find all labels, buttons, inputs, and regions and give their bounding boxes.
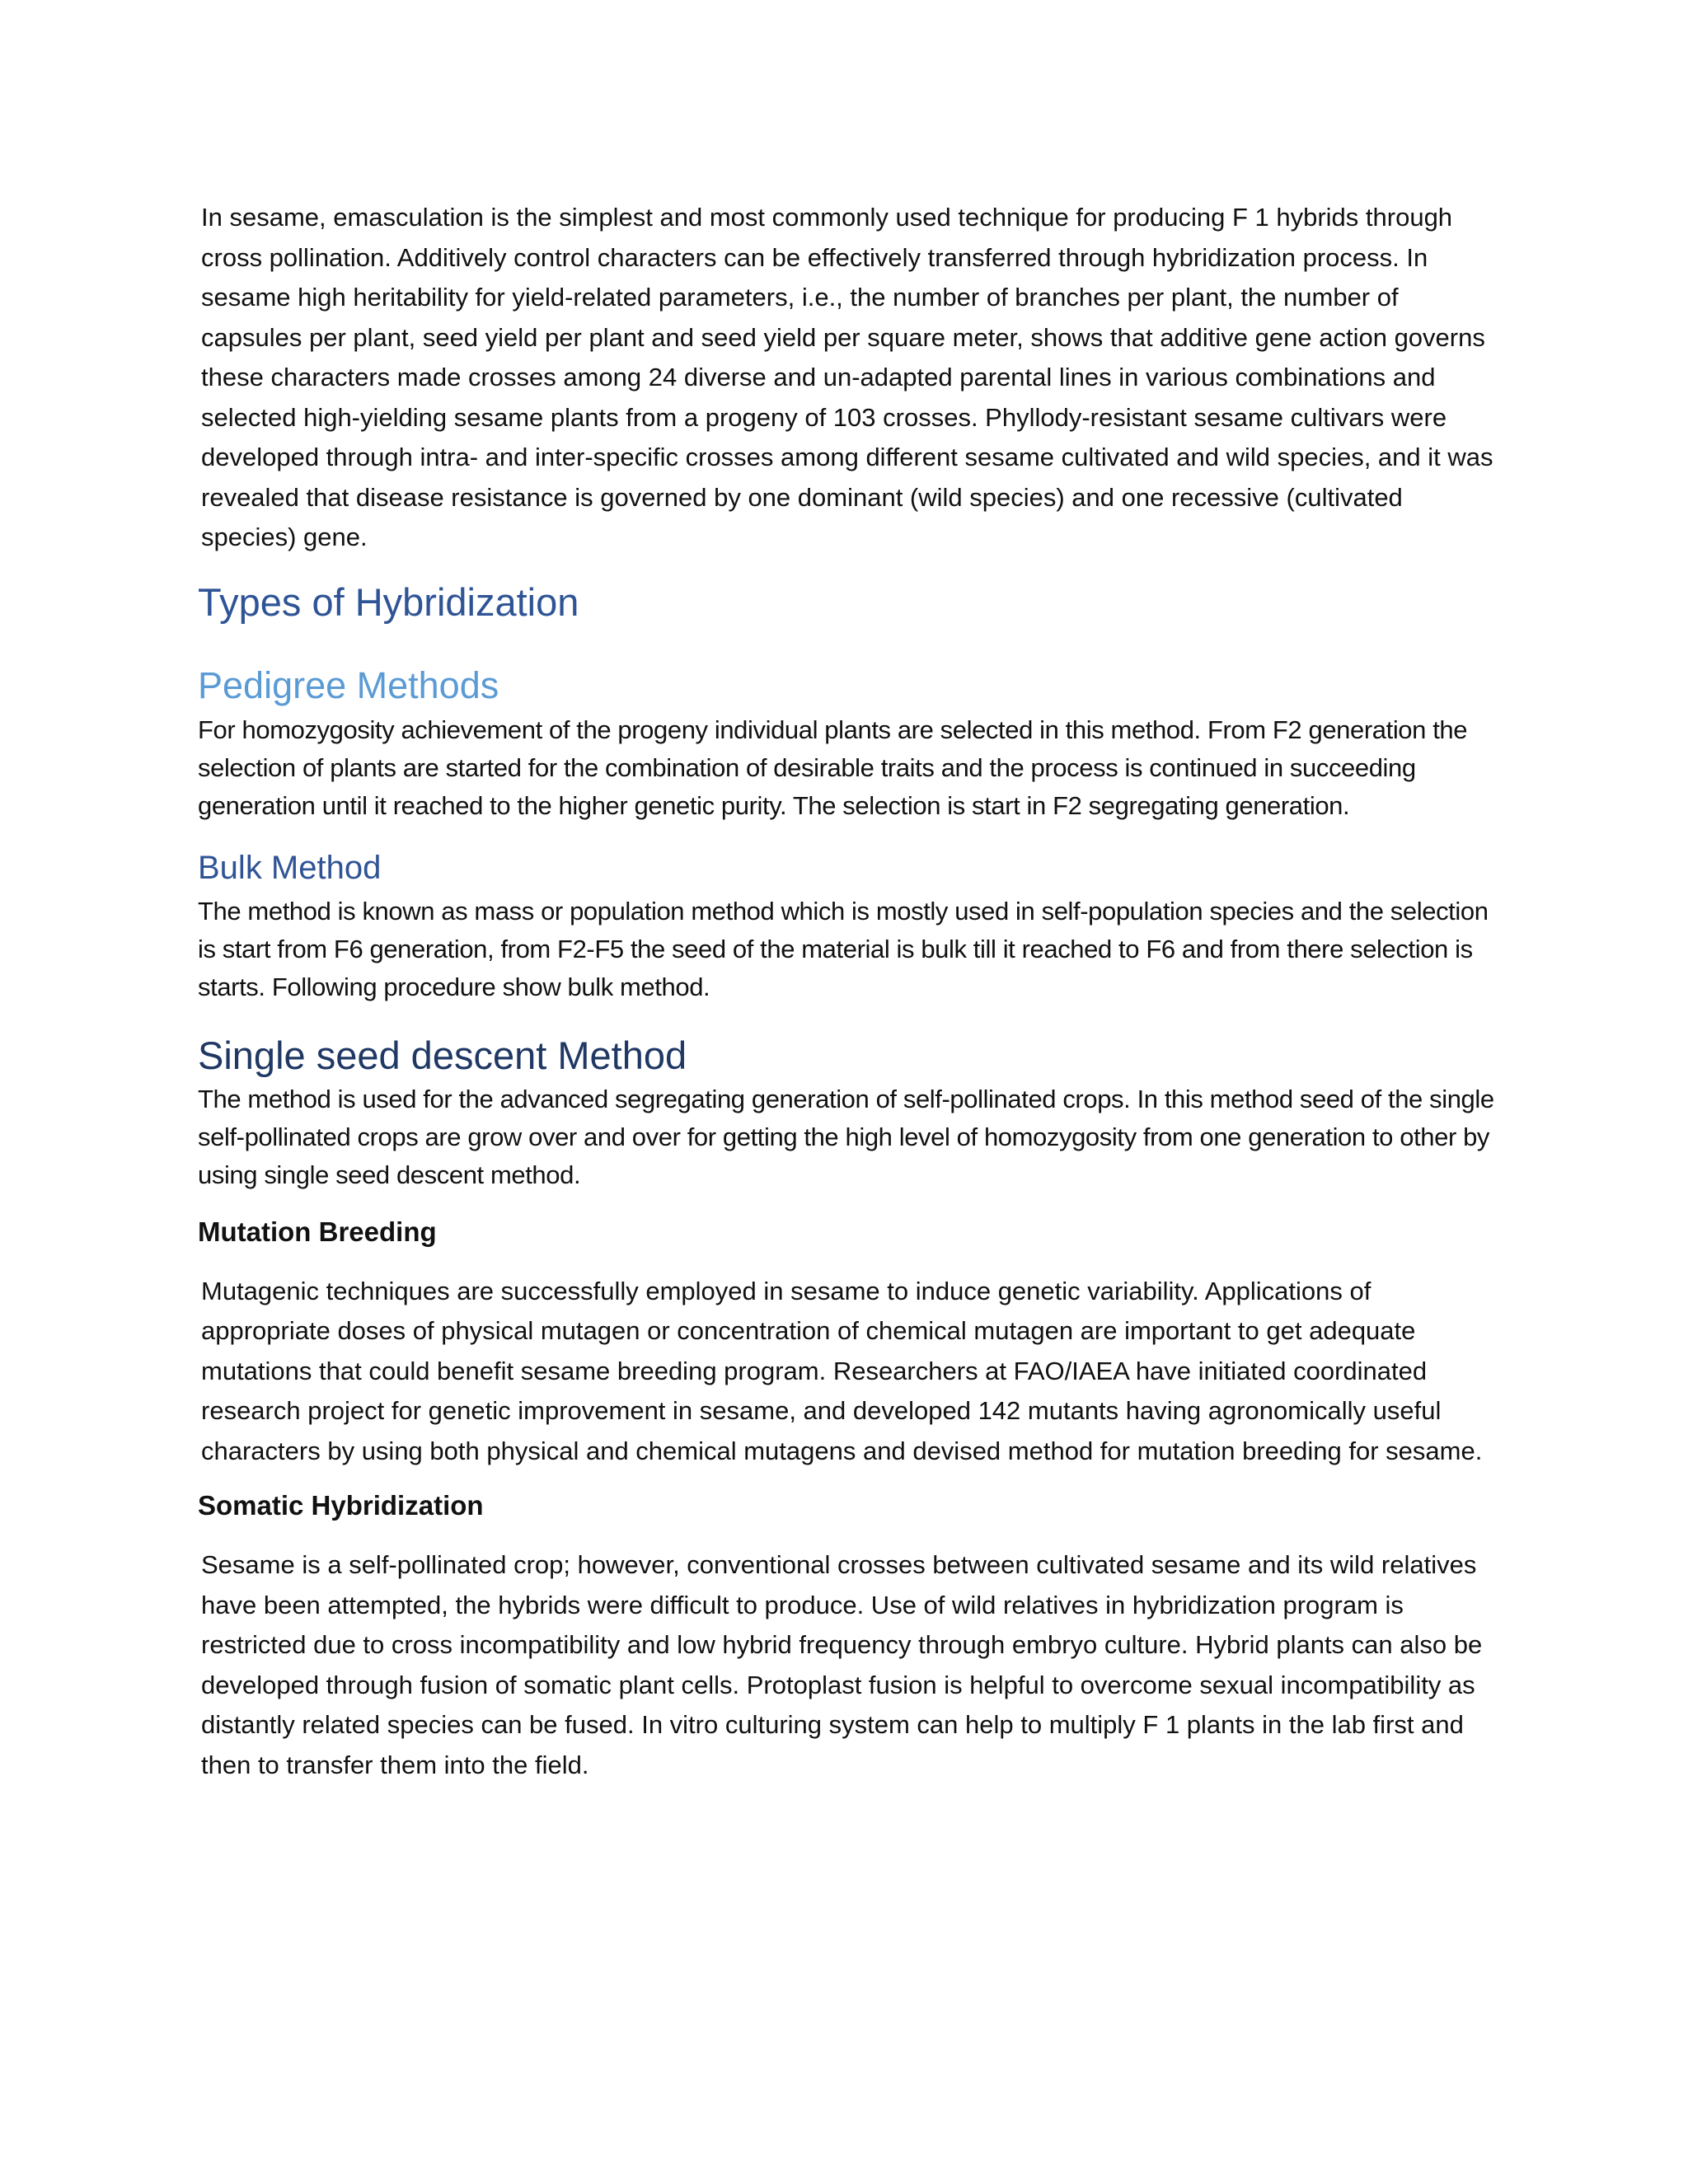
pedigree-methods-heading: Pedigree Methods <box>198 663 499 706</box>
bulk-method-paragraph: The method is known as mass or population method which is mostly used in self-population species and the selection is start from F6 generation, from F2-F5 the seed of the material is bulk till it reached to F6 and from there selection is starts. Following procedure show bulk method. <box>198 896 1489 1001</box>
somatic-hybridization-paragraph: Sesame is a self-pollinated crop; however, conventional crosses between cultivated sesame and its wild relatives have been attempted, the hybrids were difficult to produce. Use of wild relatives in hybridization program is restricted due to cross incompatibility and low hybrid frequency through embryo culture. Hybrid plants can also be developed through fusion of somatic plant cells. Protoplast fusion is helpful to overcome sexual incompatibility as distantly related species can be fused. In vitro culturing system can help to multiply F 1 plants in the lab first and then to transfer them into the field. <box>201 1550 1483 1779</box>
mutation-breeding-paragraph: Mutagenic techniques are successfully employed in sesame to induce genetic variability. Applications of appropriate doses of physical mutagen or concentration of chemical mutagen are important to get adequate mutations that could benefit sesame breeding program. Researchers at FAO/IAEA have initiated coordinated research project for genetic improvement in sesame, and developed 142 mutants having agronomically useful characters by using both physical and chemical mutagens and devised method for mutation breeding for sesame. <box>201 1276 1483 1465</box>
single-seed-descent-paragraph: The method is used for the advanced segregating generation of self-pollinated crops. In this method seed of the single self-pollinated crops are grow over and over for getting the high level of homozygosity from one generation to other by using single seed descent method. <box>198 1084 1494 1189</box>
single-seed-descent-heading: Single seed descent Method <box>198 1033 687 1077</box>
somatic-hybridization-heading: Somatic Hybridization <box>198 1490 484 1521</box>
intro-paragraph: In sesame, emasculation is the simplest and most commonly used technique for producing F 1 hybrids through cross pollination. Additively control characters can be effectively transferred through hybridization process. In sesame high heritability for yield-related parameters, i.e., the number of branches per plant, the number of capsules per plant, seed yield per plant and seed yield per square meter, shows that additive gene action governs these characters made crosses among 24 diverse and un-adapted parental lines in various combinations and selected high-yielding sesame plants from a progeny of 103 crosses. Phyllody-resistant sesame cultivars were developed through intra- and inter-specific crosses among different sesame cultivated and wild species, and it was revealed that disease resistance is governed by one dominant (wild species) and one recessive (cultivated species) gene. <box>201 203 1493 551</box>
types-of-hybridization-heading: Types of Hybridization <box>198 579 579 624</box>
mutation-breeding-heading: Mutation Breeding <box>198 1216 437 1247</box>
bulk-method-heading: Bulk Method <box>198 849 382 886</box>
pedigree-methods-paragraph: For homozygosity achievement of the progeny individual plants are selected in this method. From F2 generation the selection of plants are started for the combination of desirable traits and the process is continued in succeeding generation until it reached to the higher genetic purity. The selection is start in F2 segregating generation. <box>198 715 1468 820</box>
document-body <box>198 198 1500 1785</box>
